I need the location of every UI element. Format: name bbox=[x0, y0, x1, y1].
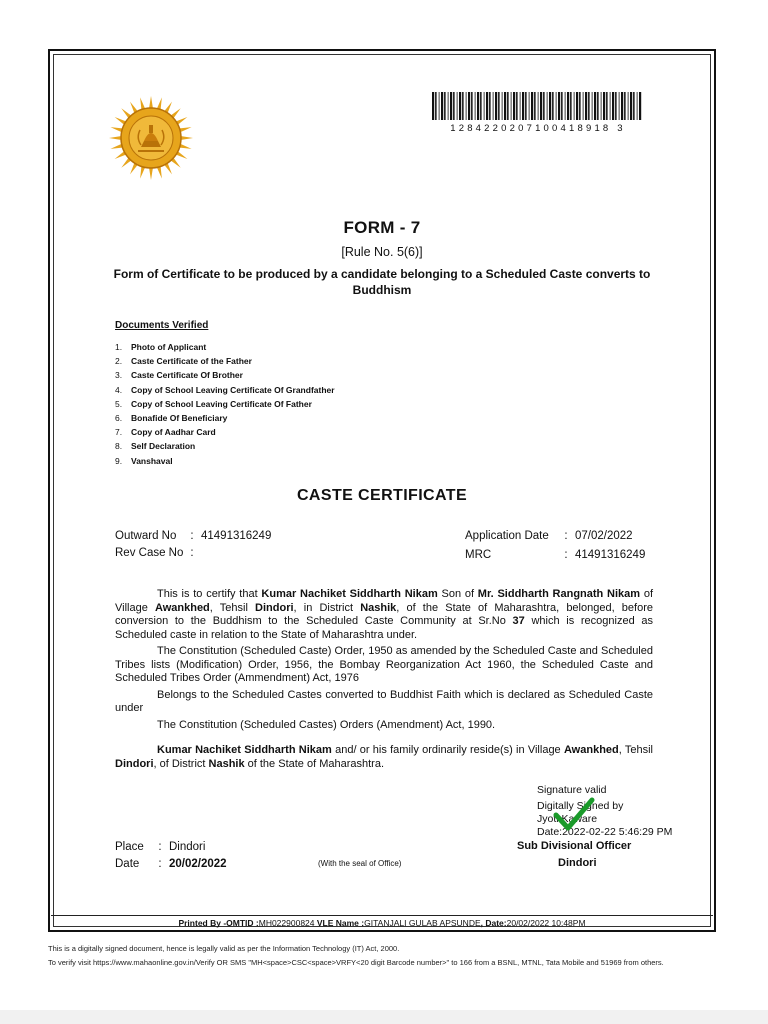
list-item: 4. Copy of School Leaving Certificate Of Grandfather bbox=[115, 384, 335, 395]
barcode-number: 1284220207100418918 3 bbox=[450, 123, 626, 134]
barcode-icon bbox=[432, 92, 643, 120]
list-item: 2. Caste Certificate of the Father bbox=[115, 356, 252, 367]
list-item: 9. Vanshaval bbox=[115, 455, 173, 466]
legal-validity-note: This is a digitally signed document, hence is legally valid as per the Information Technology (IT) Act, 2000. bbox=[48, 944, 400, 953]
list-item: 6. Bonafide Of Beneficiary bbox=[115, 412, 228, 423]
application-date: Application Date : 07/02/2022 bbox=[465, 530, 633, 542]
date-field: Date : 20/02/2022 bbox=[115, 858, 227, 870]
verification-instructions: To verify visit https://www.mahaonline.gov.in/Verify OR SMS "MH<space>CSC<space>VRFY<20 digit Barcode number>" to 166 from a BSNL, MTNL, Tata Mobile and 51969 from others. bbox=[48, 958, 664, 967]
buddhist-faith-paragraph: Belongs to the Scheduled Castes converted to Buddhist Faith which is declared as Scheduled Caste under bbox=[115, 688, 653, 714]
officer-title: Sub Divisional Officer bbox=[517, 840, 632, 852]
page-bottom-strip bbox=[0, 1010, 768, 1024]
maharashtra-seal-icon bbox=[108, 95, 194, 181]
outward-number: Outward No : 41491316249 bbox=[115, 530, 272, 542]
rule-number: [Rule No. 5(6)] bbox=[341, 245, 423, 259]
caste-certificate-title: CASTE CERTIFICATE bbox=[296, 487, 468, 504]
certification-paragraph: This is to certify that Kumar Nachiket Siddharth Nikam Son of Mr. Siddharth Rangnath Nikam of Village Awankhed, Tehsil Dindori, in District Nashik, of the State of Maharashtra, belonged, before conversion to the Buddhism to the Scheduled Caste Community at Sr.No 37 which is recognized as Scheduled caste in relation to the State of Maharashtra under. bbox=[115, 588, 653, 641]
place-field: Place : Dindori bbox=[115, 841, 206, 853]
list-item: 1. Photo of Applicant bbox=[115, 342, 207, 352]
rev-case-number: Rev Case No : bbox=[115, 547, 194, 559]
certificate-body bbox=[115, 588, 653, 774]
documents-verified-heading: Documents Verified bbox=[115, 320, 209, 331]
list-item: 3. Caste Certificate Of Brother bbox=[115, 370, 243, 381]
mrc-number: MRC : 41491316249 bbox=[465, 549, 646, 561]
list-item: 8. Self Declaration bbox=[115, 441, 196, 452]
residence-paragraph: Kumar Nachiket Siddharth Nikam and/ or his family ordinarily reside(s) in Village Awankhed, Tehsil Dindori, of District Nashik of the State of Maharashtra. bbox=[115, 744, 653, 770]
documents-verified-list bbox=[115, 340, 335, 468]
seal-note: (With the seal of Office) bbox=[318, 859, 402, 868]
officer-location: Dindori bbox=[558, 857, 597, 869]
form-title: FORM - 7 bbox=[343, 218, 421, 237]
constitution-order-paragraph: The Constitution (Scheduled Caste) Order, 1950 as amended by the Scheduled Caste and Scheduled Tribes lists (Modification) Order, 1956, the Bombay Reorganization Act 1960, the Scheduled Caste and Scheduled Tribes Order (Ammendment) Act, 1976 bbox=[115, 645, 653, 684]
form-description: Form of Certificate to be produced by a candidate belonging to a Scheduled Caste converts to Buddhism bbox=[113, 267, 651, 297]
list-item: 7. Copy of Aadhar Card bbox=[115, 427, 216, 438]
amendment-act-paragraph: The Constitution (Scheduled Castes) Orders (Amendment) Act, 1990. bbox=[157, 718, 496, 731]
printed-by-line: Printed By -OMTID :MH022900824 VLE Name :GITANJALI GULAB APSUNDE, Date:20/02/2022 10:48PM bbox=[51, 915, 713, 928]
list-item: 5. Copy of School Leaving Certificate Of Father bbox=[115, 398, 312, 409]
digital-signature: Signature valid Digitally Signed by Jyoti Kaware Date:2022-02-22 5:46:29 PM bbox=[537, 784, 673, 838]
signature-valid-checkmark-icon bbox=[552, 797, 596, 833]
